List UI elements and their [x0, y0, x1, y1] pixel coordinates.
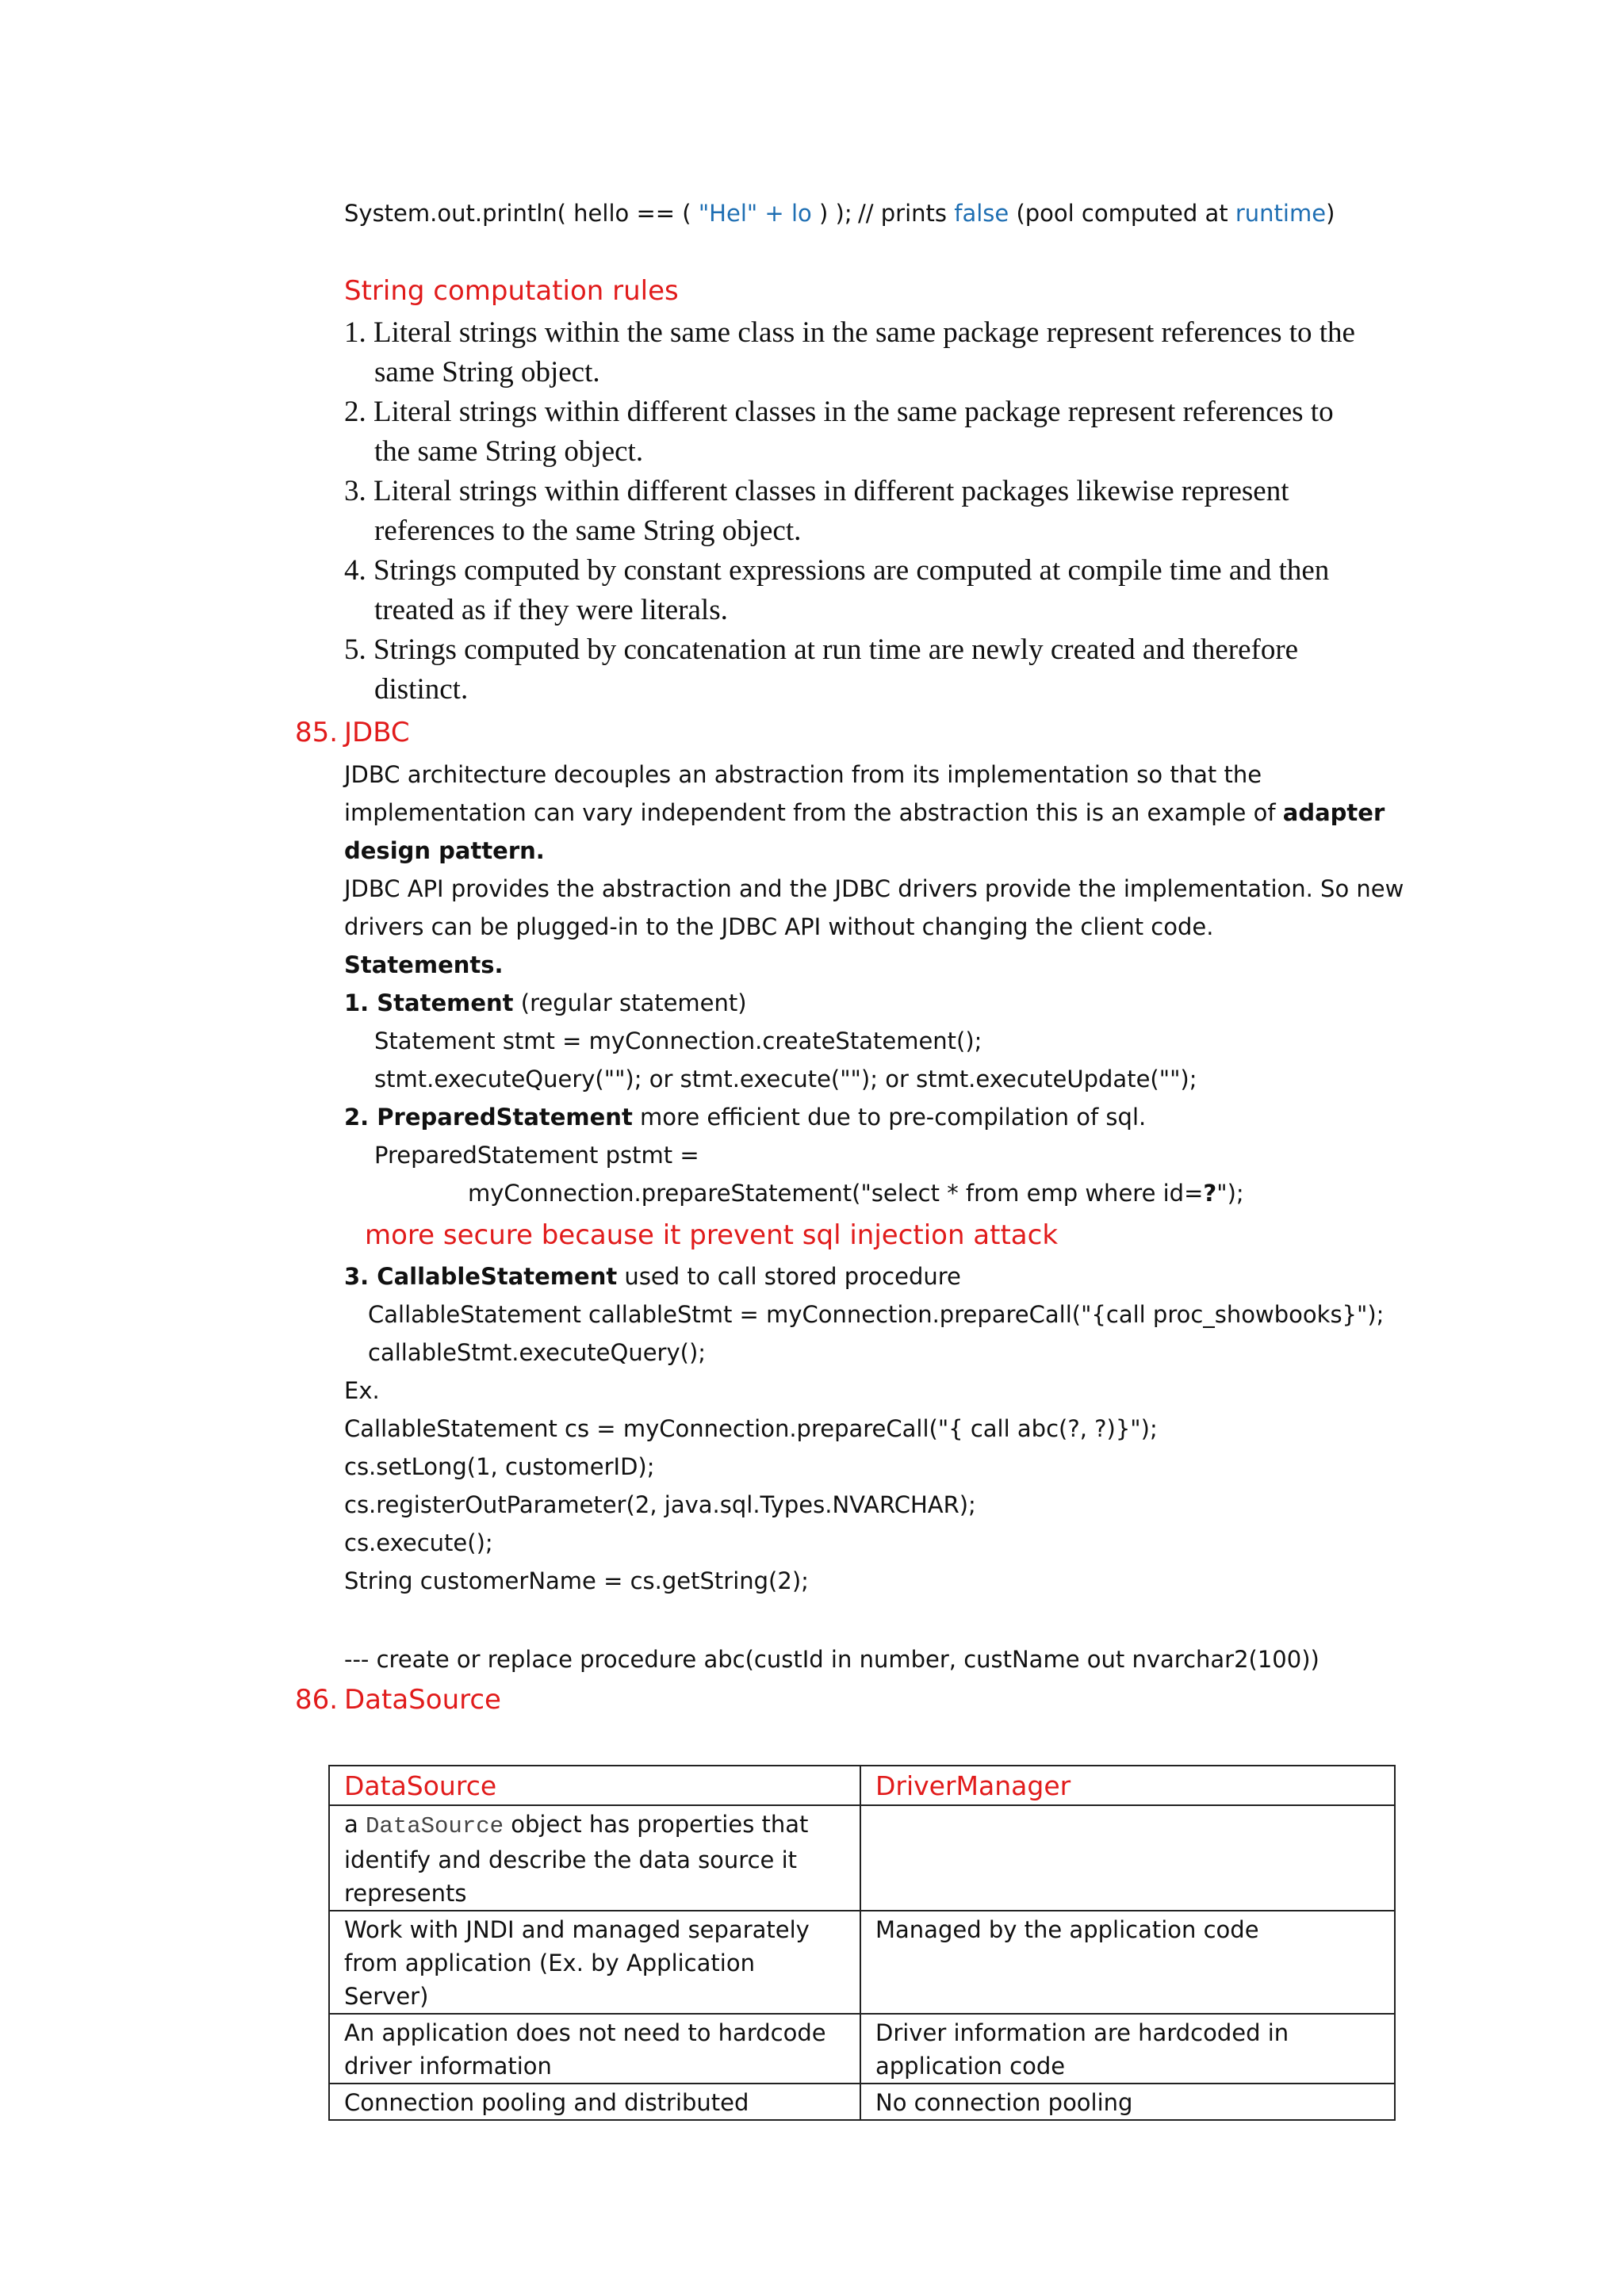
table-header-row: [329, 1766, 1395, 1805]
table-cell: Driver information are hardcoded in application code: [860, 2014, 1395, 2084]
string-literal: "Hel": [698, 200, 758, 227]
prepared-statement-note: more secure because it prevent sql injection attack: [365, 1219, 1059, 1251]
rule-item-5: [344, 630, 1298, 710]
variable-lo: lo: [791, 200, 812, 227]
table-row: [329, 2084, 1395, 2120]
jdbc-paragraph-1: [344, 756, 1404, 1212]
keyword-false: false: [954, 200, 1009, 227]
example-code-line: String customerName = cs.getString(2);: [344, 1567, 809, 1594]
rule-text: references to the same String object.: [374, 515, 802, 547]
rule-text: treated as if they were literals.: [374, 594, 728, 626]
header-datasource: DataSource: [329, 1766, 860, 1805]
comment-text: (pool computed at: [1009, 200, 1235, 227]
example-label: Ex.: [344, 1377, 380, 1404]
statement-desc: more efficient due to pre-compilation of sql.: [632, 1104, 1147, 1131]
code-line: stmt.executeQuery(""); or stmt.execute(""); or stmt.executeUpdate("");: [374, 1066, 1197, 1093]
code-line: ");: [1216, 1180, 1244, 1207]
comment-text: // prints: [858, 200, 955, 227]
table-row: [329, 1911, 1395, 2014]
statement-desc: used to call stored procedure: [617, 1263, 961, 1290]
rule-text: Strings computed by constant expressions are computed at compile time and then: [373, 554, 1330, 587]
section-85-title: JDBC: [344, 717, 410, 748]
example-code-line: cs.execute();: [344, 1529, 493, 1556]
adapter-term: adapter: [1282, 799, 1385, 826]
rule-text: Literal strings within different classes in different packages likewise represent: [373, 475, 1289, 507]
rule-text: the same String object.: [374, 435, 644, 468]
statement-type-1: 1. Statement: [344, 989, 514, 1016]
table-cell: [860, 1805, 1395, 1911]
plus-operator: +: [757, 200, 791, 227]
datasource-comparison-table: [328, 1765, 1396, 2121]
keyword-runtime: runtime: [1235, 200, 1327, 227]
example-code-line: cs.setLong(1, customerID);: [344, 1453, 655, 1480]
section-85-number: 85.: [295, 717, 339, 748]
code-comment: [858, 194, 1335, 232]
code-line-string-compare: [344, 194, 852, 232]
callable-statement-block: [344, 1257, 1384, 1600]
comment-text: ): [1326, 200, 1335, 227]
rule-number: 4.: [344, 554, 366, 587]
section-86-number: 86.: [295, 1684, 339, 1716]
section-86-title: DataSource: [344, 1684, 501, 1716]
rule-item-2: [344, 392, 1334, 472]
code-line: callableStmt.executeQuery();: [368, 1339, 707, 1366]
paragraph-line: implementation can vary independent from the abstraction this is an example of: [344, 799, 1283, 826]
rule-number: 1.: [344, 316, 366, 349]
rule-number: 3.: [344, 475, 366, 507]
rule-number: 2.: [344, 396, 366, 428]
cell-text: a: [344, 1811, 366, 1838]
table-cell: No connection pooling: [860, 2084, 1395, 2120]
statement-type-3: 3. CallableStatement: [344, 1263, 618, 1290]
code-text: System.out.println( hello == (: [344, 200, 699, 227]
design-pattern-term: design pattern.: [344, 837, 545, 864]
table-cell: [329, 1805, 860, 1911]
rule-item-1: [344, 313, 1355, 392]
procedure-comment-line: --- create or replace procedure abc(custId in number, custName out nvarchar2(100)): [344, 1646, 1320, 1673]
table-cell: Managed by the application code: [860, 1911, 1395, 2014]
table-cell: An application does not need to hardcode driver information: [329, 2014, 860, 2084]
table-row: [329, 1805, 1395, 1911]
rule-item-3: [344, 472, 1289, 551]
rule-text: Strings computed by concatenation at run time are newly created and therefore: [373, 633, 1299, 666]
paragraph-line: JDBC architecture decouples an abstraction from its implementation so that the: [344, 761, 1262, 788]
code-text: ) );: [811, 200, 852, 227]
table-cell: Connection pooling and distributed: [329, 2084, 860, 2120]
rules-heading: String computation rules: [344, 275, 679, 307]
placeholder-mark: ?: [1203, 1180, 1217, 1207]
header-drivermanager: DriverManager: [860, 1766, 1395, 1805]
example-code-line: cs.registerOutParameter(2, java.sql.Types.NVARCHAR);: [344, 1491, 976, 1518]
paragraph-line: drivers can be plugged-in to the JDBC API without changing the client code.: [344, 913, 1214, 940]
code-line: PreparedStatement pstmt =: [374, 1142, 699, 1169]
code-line: myConnection.prepareStatement("select * from emp where id=: [468, 1180, 1204, 1207]
rule-text: Literal strings within the same class in the same package represent references to the: [373, 316, 1355, 349]
code-line: Statement stmt = myConnection.createStatement();: [374, 1027, 982, 1054]
rule-text: same String object.: [374, 356, 600, 388]
statement-type-2: 2. PreparedStatement: [344, 1104, 633, 1131]
statements-heading: Statements.: [344, 951, 504, 978]
example-code-line: CallableStatement cs = myConnection.prepareCall("{ call abc(?, ?)}");: [344, 1415, 1158, 1442]
statement-desc: (regular statement): [513, 989, 747, 1016]
cell-text: object has properties that identify and describe the data source it represents: [344, 1811, 809, 1907]
code-line: CallableStatement callableStmt = myConnection.prepareCall("{call proc_showbooks}");: [368, 1301, 1385, 1328]
rule-text: Literal strings within different classes in the same package represent references to: [373, 396, 1334, 428]
rule-item-4: [344, 551, 1329, 630]
datasource-class-name: DataSource: [366, 1813, 504, 1839]
rule-number: 5.: [344, 633, 366, 666]
table-cell: Work with JNDI and managed separately from application (Ex. by Application Server): [329, 1911, 860, 2014]
rule-text: distinct.: [374, 673, 469, 706]
paragraph-line: JDBC API provides the abstraction and the JDBC drivers provide the implementation. So new: [344, 875, 1404, 902]
table-row: [329, 2014, 1395, 2084]
